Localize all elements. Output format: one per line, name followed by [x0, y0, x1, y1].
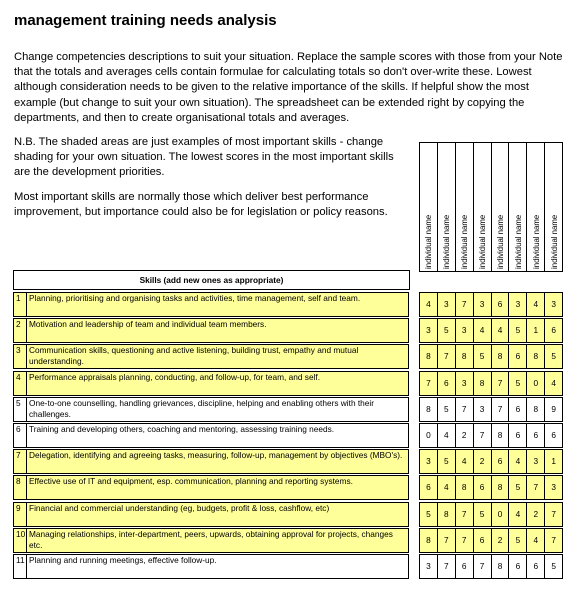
score-cell[interactable]: 8 — [474, 372, 492, 395]
score-cells — [419, 475, 563, 500]
score-cell[interactable]: 7 — [438, 555, 456, 578]
row-number: 7 — [13, 449, 26, 474]
score-cell[interactable]: 3 — [545, 476, 563, 499]
skill-description[interactable]: Motivation and leadership of team and individual team members. — [26, 318, 409, 343]
score-cell[interactable]: 3 — [420, 319, 438, 342]
score-cell[interactable]: 2 — [474, 450, 492, 473]
score-cell[interactable]: 4 — [438, 476, 456, 499]
score-cell[interactable]: 8 — [492, 476, 510, 499]
individual-name-headers — [419, 142, 563, 272]
score-cell[interactable]: 8 — [438, 503, 456, 526]
skills-header: Skills (add new ones as appropriate) — [13, 270, 410, 290]
score-cell[interactable]: 4 — [527, 529, 545, 552]
score-cell[interactable]: 7 — [456, 398, 474, 421]
score-cell[interactable]: 0 — [420, 424, 438, 447]
score-cell[interactable]: 6 — [438, 372, 456, 395]
score-cell[interactable]: 4 — [456, 450, 474, 473]
score-cell[interactable]: 3 — [545, 293, 563, 316]
score-cell[interactable]: 4 — [509, 503, 527, 526]
score-cell[interactable]: 7 — [474, 555, 492, 578]
score-cell[interactable]: 6 — [492, 450, 510, 473]
score-cell[interactable]: 6 — [420, 476, 438, 499]
score-cell[interactable]: 3 — [456, 319, 474, 342]
skill-description[interactable]: Delegation, identifying and agreeing tasks, measuring, follow-up, management by objectives (MBO's). — [26, 449, 409, 474]
name-header-label: individual name — [442, 214, 452, 269]
score-cell[interactable]: 5 — [438, 450, 456, 473]
score-cell[interactable]: 0 — [492, 503, 510, 526]
score-cell[interactable]: 5 — [545, 555, 563, 578]
skill-description[interactable]: Performance appraisals planning, conducting, and follow-up, for team, and self. — [26, 371, 409, 396]
name-header-label: individual name — [478, 214, 488, 269]
skill-description[interactable]: Planning and running meetings, effective follow-up. — [26, 554, 409, 579]
score-cell[interactable]: 3 — [527, 450, 545, 473]
name-header-label: individual name — [549, 214, 559, 269]
name-header-label: individual name — [460, 214, 470, 269]
score-cell[interactable]: 6 — [545, 319, 563, 342]
score-cell[interactable]: 8 — [420, 345, 438, 368]
score-cell[interactable]: 6 — [474, 476, 492, 499]
score-cell[interactable]: 4 — [492, 319, 510, 342]
page-title: management training needs analysis — [14, 12, 277, 29]
intro-paragraph-3: Most important skills are normally those which deliver best performance improvement, but importance could also be for legislation or policy reasons. — [14, 190, 388, 218]
score-cell[interactable]: 6 — [527, 424, 545, 447]
row-number: 10 — [13, 528, 26, 553]
intro-paragraph-2: N.B. The shaded areas are just examples of most important skills - change shading for your own situation. The lowest scores in the most important skills are the development priorities. — [14, 136, 394, 179]
score-cell[interactable]: 8 — [492, 424, 510, 447]
score-cells — [419, 423, 563, 448]
score-cell[interactable]: 7 — [456, 529, 474, 552]
row-number: 9 — [13, 502, 26, 527]
score-cells — [419, 554, 563, 579]
score-cell[interactable]: 8 — [527, 398, 545, 421]
score-cell[interactable]: 3 — [509, 293, 527, 316]
score-cell[interactable]: 8 — [456, 345, 474, 368]
skill-description[interactable]: Training and developing others, coaching and mentoring, assessing training needs. — [26, 423, 409, 448]
skill-description[interactable]: One-to-one counselling, handling grievances, discipline, helping and enabling others with their challenges. — [26, 397, 409, 422]
score-cell[interactable]: 3 — [474, 398, 492, 421]
score-cell[interactable]: 6 — [456, 555, 474, 578]
score-cell[interactable]: 7 — [456, 293, 474, 316]
score-cell[interactable]: 0 — [527, 372, 545, 395]
score-cells — [419, 449, 563, 474]
score-cell[interactable]: 9 — [545, 398, 563, 421]
row-number: 3 — [13, 344, 26, 369]
score-cell[interactable]: 5 — [420, 503, 438, 526]
score-cell[interactable]: 5 — [474, 345, 492, 368]
score-cell[interactable]: 5 — [438, 398, 456, 421]
score-cell[interactable]: 3 — [456, 372, 474, 395]
skill-description[interactable]: Financial and commercial understanding (eg, budgets, profit & loss, cashflow, etc) — [26, 502, 409, 527]
score-cells — [419, 371, 563, 396]
score-cell[interactable]: 1 — [527, 319, 545, 342]
score-cell[interactable]: 3 — [420, 450, 438, 473]
score-cell[interactable]: 8 — [456, 476, 474, 499]
score-cell[interactable]: 8 — [492, 555, 510, 578]
row-number: 2 — [13, 318, 26, 343]
score-cells — [419, 528, 563, 553]
score-cell[interactable]: 7 — [420, 372, 438, 395]
name-header-label: individual name — [424, 214, 434, 269]
score-cell[interactable]: 8 — [420, 529, 438, 552]
row-number: 11 — [13, 554, 26, 579]
name-column-header — [456, 143, 474, 271]
score-cells — [419, 344, 563, 369]
score-cell[interactable]: 5 — [545, 345, 563, 368]
skill-description[interactable]: Planning, prioritising and organising tasks and activities, time management, self and team. — [26, 292, 409, 317]
intro-paragraph-1: Change competencies descriptions to suit your situation. Replace the sample scores with those from your Note that the totals and averages cells contain formulae for calculating totals so don't over-write these. Lowest although consideration needs to be given to the relative importance of the skills. If helpful show the most example (but change to suit your own situation). The spreadsheet can be extended right by copying the departments, and then to create organisational totals and averages. — [14, 51, 563, 124]
name-header-label: individual name — [513, 214, 523, 269]
score-cell[interactable]: 4 — [420, 293, 438, 316]
score-cell[interactable]: 7 — [438, 345, 456, 368]
score-cell[interactable]: 5 — [438, 319, 456, 342]
score-cell[interactable]: 3 — [474, 293, 492, 316]
score-cells — [419, 292, 563, 317]
score-cell[interactable]: 8 — [492, 345, 510, 368]
score-cell[interactable]: 4 — [527, 293, 545, 316]
score-cell[interactable]: 5 — [509, 529, 527, 552]
score-cell[interactable]: 7 — [438, 529, 456, 552]
score-cell[interactable]: 4 — [545, 372, 563, 395]
score-cell[interactable]: 5 — [474, 503, 492, 526]
score-cell[interactable]: 3 — [420, 555, 438, 578]
skill-description[interactable]: Effective use of IT and equipment, esp. communication, planning and reporting systems. — [26, 475, 409, 500]
score-cell[interactable]: 8 — [527, 345, 545, 368]
row-number: 4 — [13, 371, 26, 396]
skill-description[interactable]: Communication skills, questioning and active listening, building trust, empathy and mutual understanding. — [26, 344, 409, 369]
score-cell[interactable]: 4 — [438, 424, 456, 447]
score-cell[interactable]: 6 — [545, 424, 563, 447]
score-cell[interactable]: 7 — [545, 503, 563, 526]
score-cell[interactable]: 6 — [527, 555, 545, 578]
score-cell[interactable]: 6 — [509, 424, 527, 447]
skill-description[interactable]: Managing relationships, inter-department, peers, upwards, obtaining approval for projects, changes etc. — [26, 528, 409, 553]
row-number: 8 — [13, 475, 26, 500]
name-column-header — [492, 143, 510, 271]
name-header-label: individual name — [531, 214, 541, 269]
name-column-header — [420, 143, 438, 271]
name-column-header — [474, 143, 492, 271]
row-number: 1 — [13, 292, 26, 317]
score-cell[interactable]: 6 — [509, 398, 527, 421]
row-number: 6 — [13, 423, 26, 448]
score-cell[interactable]: 2 — [456, 424, 474, 447]
score-cell[interactable]: 4 — [509, 450, 527, 473]
name-column-header — [438, 143, 456, 271]
score-cell[interactable]: 5 — [509, 372, 527, 395]
score-cell[interactable]: 7 — [474, 424, 492, 447]
score-cell[interactable]: 7 — [545, 529, 563, 552]
name-column-header — [509, 143, 527, 271]
row-number: 5 — [13, 397, 26, 422]
score-cell[interactable]: 7 — [456, 503, 474, 526]
score-cell[interactable]: 7 — [527, 476, 545, 499]
score-cell[interactable]: 2 — [527, 503, 545, 526]
score-cell[interactable]: 5 — [509, 319, 527, 342]
score-cell[interactable]: 8 — [420, 398, 438, 421]
score-cell[interactable]: 2 — [492, 529, 510, 552]
score-cell[interactable]: 6 — [474, 529, 492, 552]
score-cell[interactable]: 6 — [492, 293, 510, 316]
name-column-header — [545, 143, 563, 271]
score-cell[interactable]: 1 — [545, 450, 563, 473]
score-cells — [419, 397, 563, 422]
score-cell[interactable]: 6 — [509, 555, 527, 578]
score-cell[interactable]: 7 — [492, 398, 510, 421]
score-cells — [419, 318, 563, 343]
score-cells — [419, 502, 563, 527]
score-cell[interactable]: 5 — [509, 476, 527, 499]
score-cell[interactable]: 4 — [474, 319, 492, 342]
score-cell[interactable]: 7 — [492, 372, 510, 395]
score-cell[interactable]: 3 — [438, 293, 456, 316]
score-cell[interactable]: 6 — [509, 345, 527, 368]
name-header-label: individual name — [496, 214, 505, 269]
name-column-header — [527, 143, 545, 271]
